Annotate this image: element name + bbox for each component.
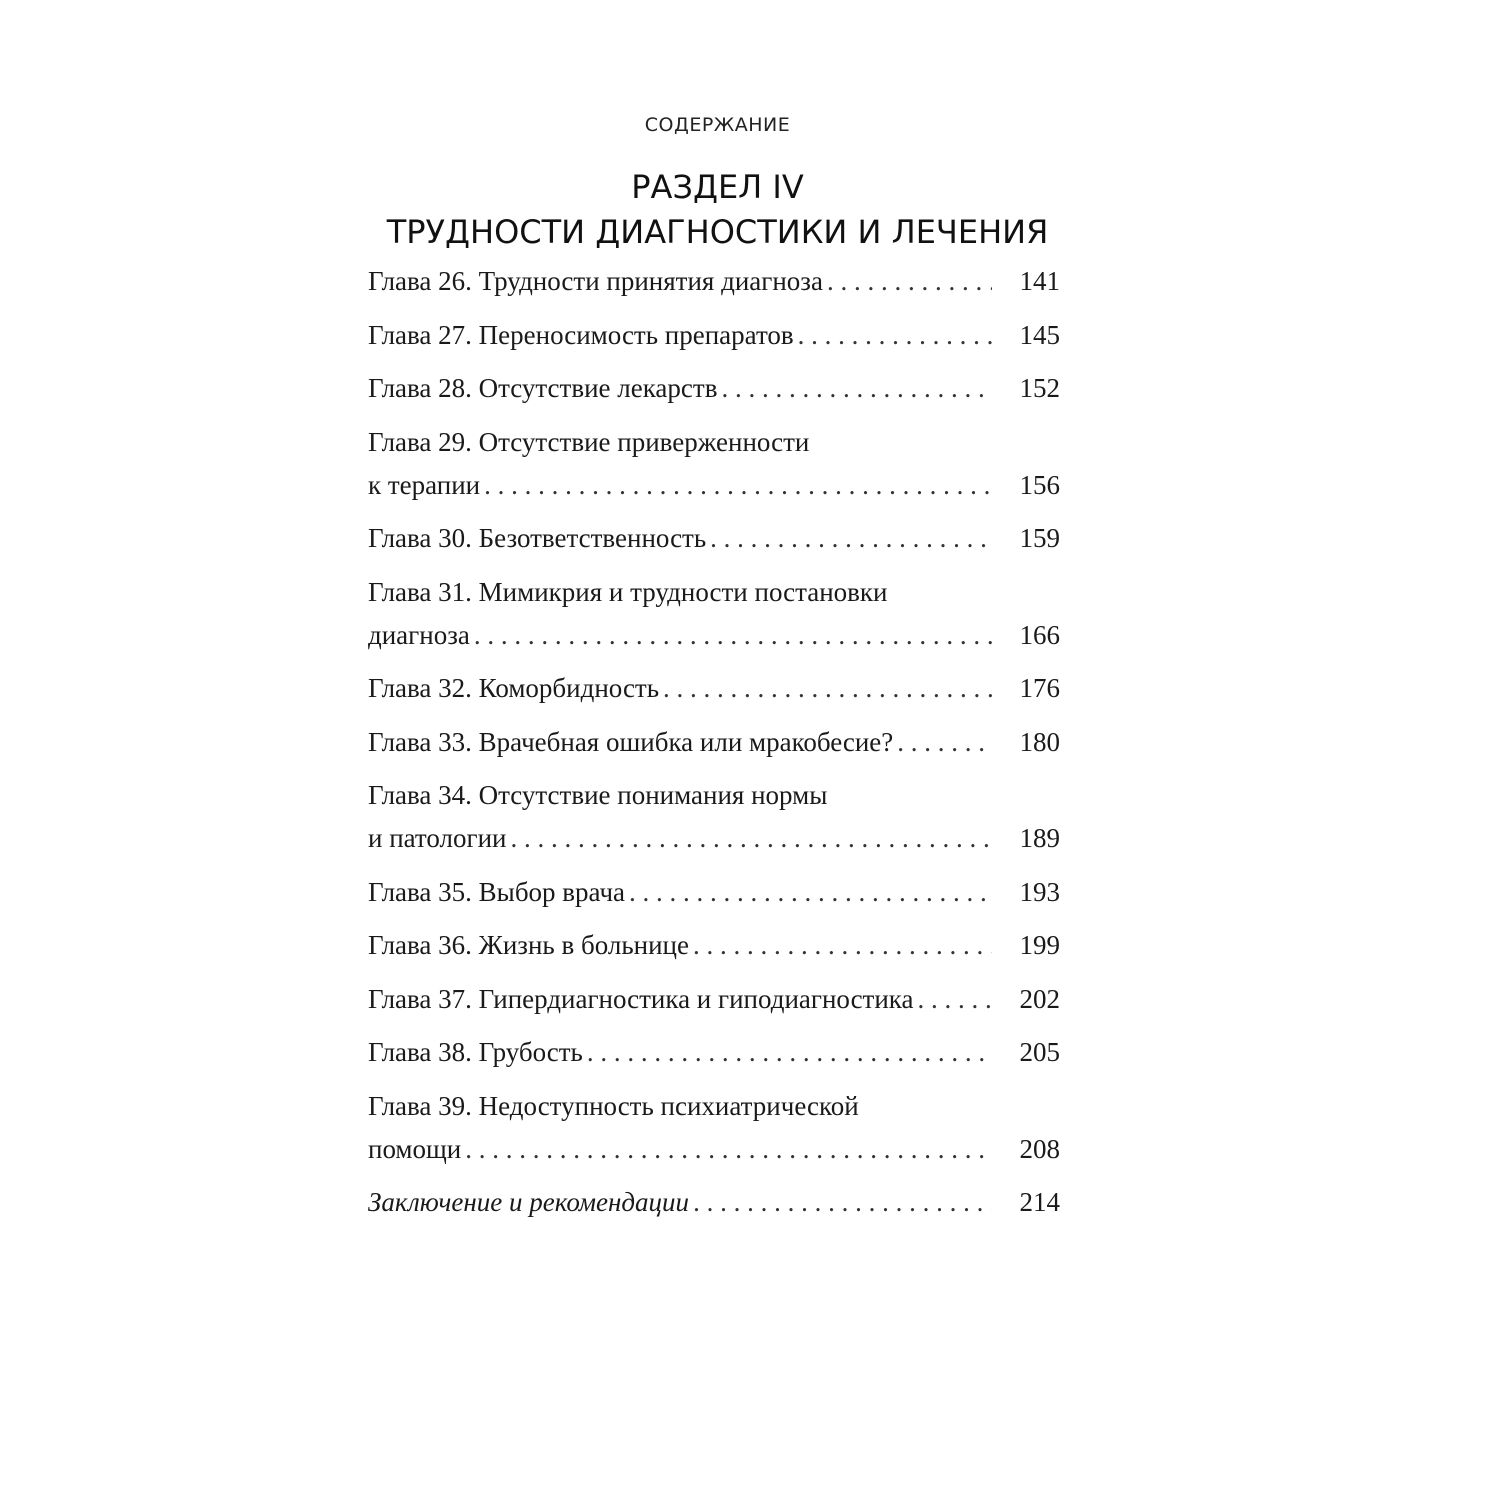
toc-entry-conclusion xyxy=(368,1181,1060,1224)
toc-entry-title: Глава 32. Коморбидность xyxy=(368,673,660,703)
dot-leader xyxy=(693,924,992,967)
toc-page-number: 176 xyxy=(1019,673,1060,703)
dot-leader xyxy=(693,1181,992,1224)
dot-leader xyxy=(827,260,992,303)
toc-entry-title: Глава 39. Недоступность психиатрической xyxy=(368,1090,859,1121)
toc-entry-32 xyxy=(368,667,1060,710)
toc-entry-title: Глава 36. Жизнь в больнице xyxy=(368,930,689,960)
toc-entry-title: Глава 38. Грубость xyxy=(368,1037,583,1067)
dot-leader xyxy=(663,667,992,710)
dot-leader xyxy=(897,721,992,764)
toc-entry-title-cont: к терапии xyxy=(368,469,481,500)
toc-entry-title: Глава 31. Мимикрия и трудности постановки xyxy=(368,576,888,607)
dot-leader xyxy=(710,517,992,560)
toc-page-number: 205 xyxy=(1019,1037,1060,1067)
dot-leader xyxy=(510,817,992,860)
toc-entry-title: Глава 26. Трудности принятия диагноза xyxy=(368,266,823,296)
toc-entry-title: Глава 34. Отсутствие понимания нормы xyxy=(368,780,828,810)
dot-leader xyxy=(918,978,993,1021)
toc-page-number: 166 xyxy=(1019,619,1060,650)
toc-entry-27 xyxy=(368,314,1060,357)
toc-entry-31 xyxy=(368,571,1060,657)
section-number: РАЗДЕЛ IV xyxy=(631,168,804,206)
dot-leader xyxy=(798,314,992,357)
toc-entry-title: Глава 27. Переносимость препаратов xyxy=(368,319,794,350)
toc-entry-38 xyxy=(368,1031,1060,1074)
toc-page-number: 152 xyxy=(1019,373,1060,403)
table-of-contents xyxy=(368,260,1060,1235)
toc-entry-title: Глава 33. Врачебная ошибка или мракобесие? xyxy=(368,726,894,757)
toc-entry-30 xyxy=(368,517,1060,560)
dot-leader xyxy=(629,871,992,914)
toc-page-number: 159 xyxy=(1019,523,1060,553)
toc-entry-28 xyxy=(368,367,1060,410)
toc-entry-title: Глава 30. Безответственность xyxy=(368,523,707,553)
toc-page-number: 214 xyxy=(1019,1187,1060,1217)
section-title: ТРУДНОСТИ ДИАГНОСТИКИ И ЛЕЧЕНИЯ xyxy=(386,213,1049,251)
section-heading xyxy=(0,165,1435,255)
toc-page-number: 180 xyxy=(1019,726,1060,757)
toc-entry-39 xyxy=(368,1085,1060,1171)
toc-entry-title: Глава 35. Выбор врача xyxy=(368,876,626,907)
toc-page-number: 156 xyxy=(1019,469,1060,500)
toc-entry-title: Глава 29. Отсутствие приверженности xyxy=(368,426,810,457)
toc-entry-26 xyxy=(368,260,1060,303)
dot-leader xyxy=(474,614,992,657)
toc-entry-title: Глава 28. Отсутствие лекарств xyxy=(368,373,718,403)
toc-page-number: 193 xyxy=(1019,876,1060,907)
toc-entry-36 xyxy=(368,924,1060,967)
toc-page-number: 145 xyxy=(1019,319,1060,350)
dot-leader xyxy=(721,367,992,410)
toc-entry-title: Заключение и рекомендации xyxy=(368,1187,690,1217)
toc-entry-35 xyxy=(368,871,1060,914)
toc-entry-33 xyxy=(368,721,1060,764)
toc-entry-title-cont: помощи xyxy=(368,1133,462,1164)
toc-entry-title-cont: диагноза xyxy=(368,619,470,650)
dot-leader xyxy=(484,464,992,507)
toc-page-number: 208 xyxy=(1019,1133,1060,1164)
running-head: СОДЕРЖАНИЕ xyxy=(644,114,791,136)
toc-page-number: 202 xyxy=(1019,983,1060,1014)
toc-page-number: 189 xyxy=(1019,823,1060,853)
dot-leader xyxy=(465,1128,992,1171)
dot-leader xyxy=(587,1031,992,1074)
toc-entry-title: Глава 37. Гипердиагностика и гиподиагностика xyxy=(368,983,914,1014)
toc-entry-title-cont: и патологии xyxy=(368,823,507,853)
toc-entry-29 xyxy=(368,421,1060,507)
toc-page-number: 199 xyxy=(1019,930,1060,960)
toc-entry-34 xyxy=(368,774,1060,860)
toc-page-number: 141 xyxy=(1019,266,1060,296)
toc-entry-37 xyxy=(368,978,1060,1021)
